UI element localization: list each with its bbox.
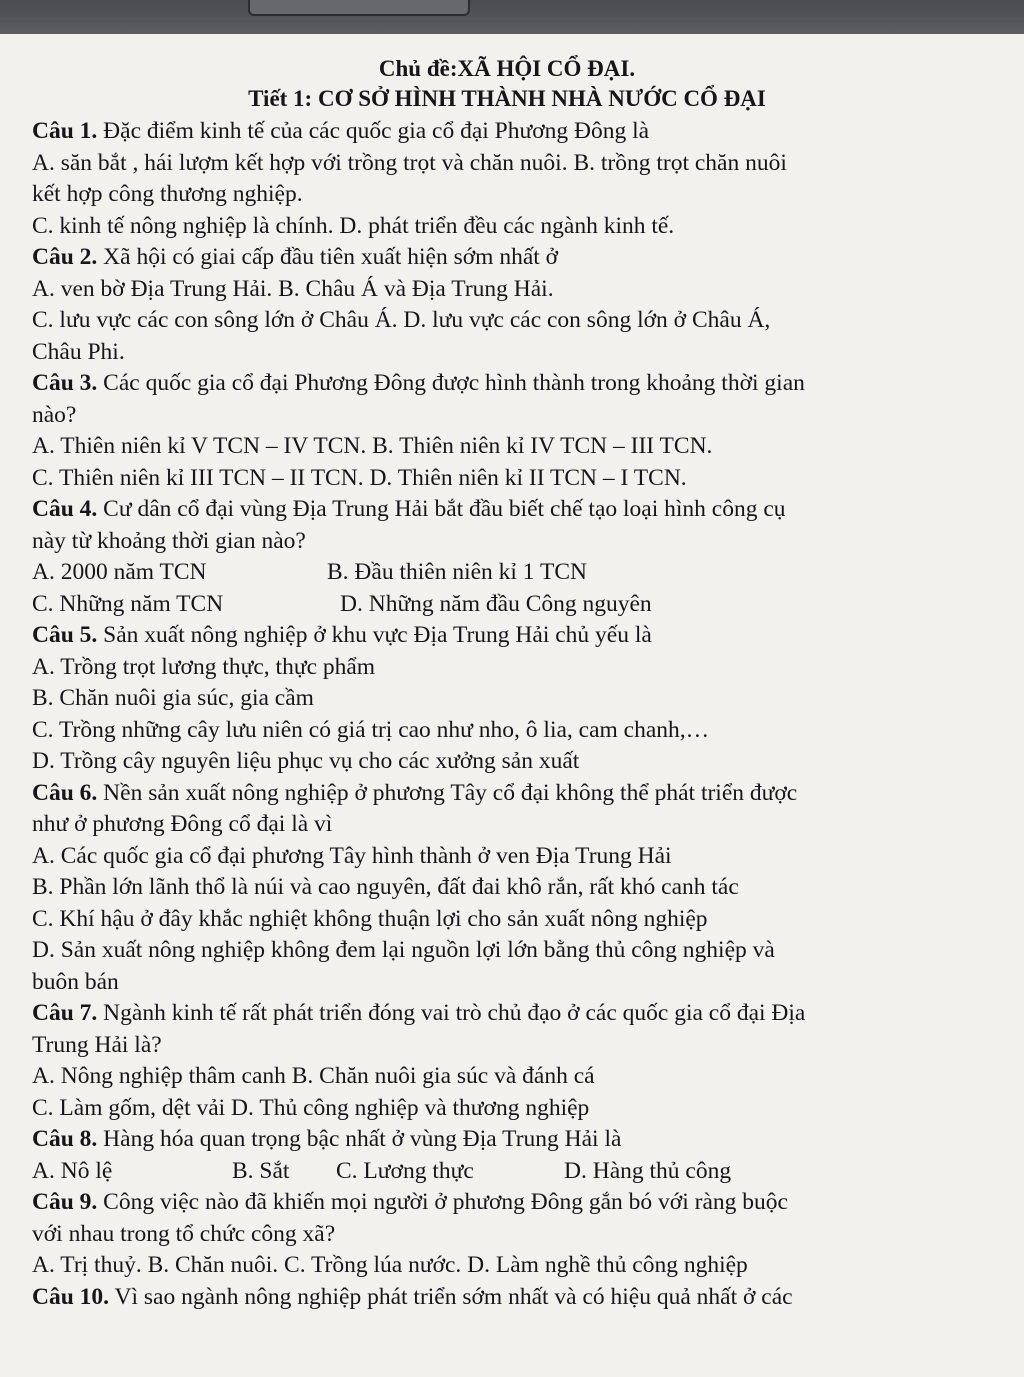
question-text-continued: Trung Hải là?	[32, 1031, 162, 1058]
answer-row	[32, 557, 982, 589]
answer-row	[32, 589, 982, 621]
answer-line: C. Khí hậu ở đây khắc nghiệt không thuận lợi cho sản xuất nông nghiệp	[32, 905, 708, 932]
answer-line: B. Phần lớn lãnh thổ là núi và cao nguyên, đất đai khô rắn, rất khó canh tác	[32, 874, 739, 900]
answer-line: A. Các quốc gia cổ đại phương Tây hình thành ở ven Địa Trung Hải	[32, 842, 672, 869]
question-text: Xã hội có giai cấp đầu tiên xuất hiện sớm nhất ở	[97, 244, 559, 270]
answer-line: kết hợp công thương nghiệp.	[32, 181, 303, 207]
question-9	[32, 1187, 982, 1282]
question-number: Câu 1.	[32, 118, 98, 144]
topic-title: Chủ đề:XÃ HỘI CỔ ĐẠI.	[378, 56, 636, 81]
question-text: Các quốc gia cổ đại Phương Đông được hình thành trong khoảng thời gian	[97, 370, 805, 396]
answer-option: B. Đầu thiên niên kỉ 1 TCN	[327, 559, 588, 585]
window-tab	[248, 0, 470, 16]
question-number: Câu 7.	[32, 1000, 98, 1026]
question-text-continued: này từ khoảng thời gian nào?	[32, 527, 306, 554]
answer-line: C. lưu vực các con sông lớn ở Châu Á. D. lưu vực các con sông lớn ở Châu Á,	[32, 307, 771, 333]
answer-option: D. Hàng thủ công	[564, 1157, 732, 1184]
question-number: Câu 3.	[32, 370, 98, 396]
question-6	[32, 778, 982, 999]
question-text-continued: với nhau trong tổ chức công xã?	[32, 1220, 336, 1247]
question-number: Câu 2.	[32, 244, 98, 270]
lesson-title: Tiết 1: CƠ SỞ HÌNH THÀNH NHÀ NƯỚC CỔ ĐẠI	[248, 86, 766, 111]
answer-option: B. Sắt	[232, 1157, 290, 1184]
question-number: Câu 5.	[32, 622, 98, 648]
answer-line: A. Nông nghiệp thâm canh B. Chăn nuôi gia súc và đánh cá	[32, 1063, 595, 1089]
question-text: Sản xuất nông nghiệp ở khu vực Địa Trung Hải chủ yếu là	[97, 622, 652, 648]
question-8	[32, 1124, 982, 1187]
question-number: Câu 10.	[32, 1283, 110, 1310]
answer-option: C. Những năm TCN	[32, 590, 224, 617]
question-number: Câu 8.	[32, 1126, 98, 1152]
answer-line: A. ven bờ Địa Trung Hải. B. Châu Á và Địa Trung Hải.	[32, 275, 554, 302]
question-text-continued: nào?	[32, 401, 77, 428]
answer-option: A. 2000 năm TCN	[32, 559, 207, 585]
question-text: Công việc nào đã khiến mọi người ở phương Đông gắn bó với ràng buộc	[97, 1189, 788, 1215]
question-text: Đặc điểm kinh tế của các quốc gia cổ đại Phương Đông là	[97, 118, 650, 144]
question-1	[32, 116, 982, 242]
question-text-continued: như ở phương Đông cổ đại là vì	[32, 811, 333, 837]
question-7	[32, 998, 982, 1124]
answer-option: C. Lương thực	[336, 1157, 474, 1184]
question-10	[32, 1282, 982, 1314]
answer-line: buôn bán	[32, 968, 119, 995]
answer-line: A. Trị thuỷ. B. Chăn nuôi. C. Trồng lúa nước. D. Làm nghề thủ công nghiệp	[32, 1252, 748, 1278]
answer-line: B. Chăn nuôi gia súc, gia cầm	[32, 685, 314, 711]
answer-line: A. Trồng trọt lương thực, thực phẩm	[32, 653, 376, 680]
question-3	[32, 368, 982, 494]
answer-line: D. Sản xuất nông nghiệp không đem lại nguồn lợi lớn bằng thủ công nghiệp và	[32, 937, 775, 963]
answer-line: C. kinh tế nông nghiệp là chính. D. phát triển đều các ngành kinh tế.	[32, 212, 675, 239]
question-text: Ngành kinh tế rất phát triển đóng vai trò chủ đạo ở các quốc gia cổ đại Địa	[97, 1000, 806, 1026]
answer-line: C. Thiên niên kỉ III TCN – II TCN. D. Thiên niên kỉ II TCN – I TCN.	[32, 464, 687, 491]
answer-line: Châu Phi.	[32, 338, 125, 365]
answer-line: C. Trồng những cây lưu niên có giá trị cao như nho, ô lia, cam chanh,…	[32, 716, 710, 743]
window-top-bar	[0, 0, 1024, 34]
document-page	[32, 54, 982, 1313]
answer-line: A. săn bắt , hái lượm kết hợp với trồng trọt và chăn nuôi. B. trồng trọt chăn nuôi	[32, 149, 787, 176]
answer-option: D. Những năm đầu Công nguyên	[340, 590, 652, 617]
question-text: Hàng hóa quan trọng bậc nhất ở vùng Địa Trung Hải là	[97, 1126, 622, 1152]
question-2	[32, 242, 982, 368]
question-5	[32, 620, 982, 778]
question-number: Câu 6.	[32, 779, 98, 806]
answer-line: C. Làm gốm, dệt vải D. Thủ công nghiệp và thương nghiệp	[32, 1094, 590, 1121]
question-text: Nền sản xuất nông nghiệp ở phương Tây cổ đại không thể phát triển được	[97, 779, 798, 806]
answer-line: D. Trồng cây nguyên liệu phục vụ cho các xưởng sản xuất	[32, 748, 580, 774]
answer-row	[32, 1156, 982, 1188]
answer-line: A. Thiên niên kỉ V TCN – IV TCN. B. Thiên niên kỉ IV TCN – III TCN.	[32, 433, 713, 459]
question-4	[32, 494, 982, 620]
question-text: Vì sao ngành nông nghiệp phát triển sớm nhất và có hiệu quả nhất ở các	[109, 1283, 793, 1310]
question-text: Cư dân cổ đại vùng Địa Trung Hải bắt đầu biết chế tạo loại hình công cụ	[97, 496, 786, 522]
answer-option: A. Nô lệ	[32, 1157, 113, 1184]
question-number: Câu 4.	[32, 496, 98, 522]
question-number: Câu 9.	[32, 1189, 98, 1215]
